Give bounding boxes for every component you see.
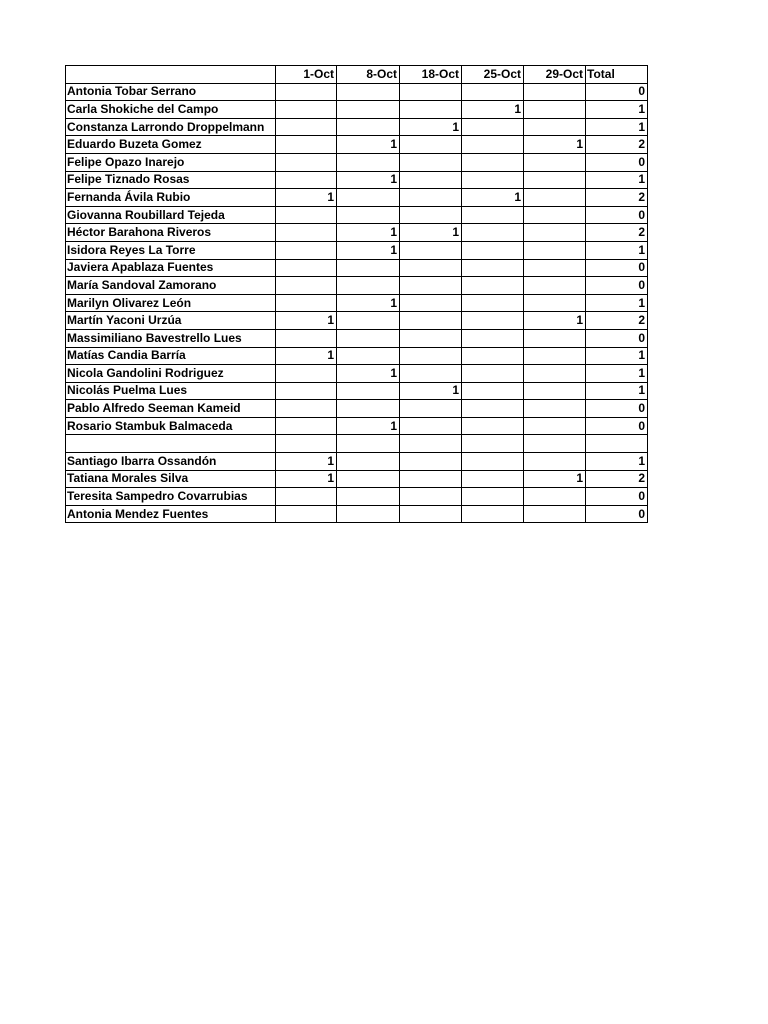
attendance-cell[interactable] — [337, 400, 400, 418]
student-name-cell[interactable]: Massimiliano Bavestrello Lues — [66, 329, 276, 347]
student-name-cell[interactable] — [66, 435, 276, 453]
attendance-cell[interactable] — [276, 400, 337, 418]
attendance-cell[interactable] — [400, 365, 462, 383]
student-name-cell[interactable]: María Sandoval Zamorano — [66, 277, 276, 295]
table-row — [66, 435, 648, 453]
student-name-cell[interactable]: Antonia Tobar Serrano — [66, 83, 276, 101]
attendance-cell[interactable] — [462, 83, 524, 101]
table-row — [66, 101, 648, 119]
attendance-cell[interactable] — [524, 329, 586, 347]
attendance-cell[interactable] — [337, 259, 400, 277]
attendance-cell[interactable]: 1 — [276, 453, 337, 471]
attendance-cell[interactable] — [524, 277, 586, 295]
attendance-cell[interactable] — [337, 101, 400, 119]
attendance-cell[interactable]: 1 — [337, 224, 400, 242]
student-name-cell[interactable]: Felipe Opazo Inarejo — [66, 153, 276, 171]
table-body — [66, 66, 648, 523]
student-name-cell[interactable]: Isidora Reyes La Torre — [66, 241, 276, 259]
attendance-cell[interactable] — [400, 470, 462, 488]
header-date-1[interactable]: 1-Oct — [276, 66, 337, 84]
attendance-cell[interactable] — [337, 118, 400, 136]
total-cell[interactable]: 2 — [586, 312, 648, 330]
total-cell[interactable]: 0 — [586, 329, 648, 347]
total-cell[interactable]: 0 — [586, 153, 648, 171]
attendance-cell[interactable] — [400, 312, 462, 330]
attendance-cell[interactable] — [462, 241, 524, 259]
attendance-cell[interactable] — [337, 453, 400, 471]
attendance-cell[interactable] — [400, 347, 462, 365]
attendance-cell[interactable] — [276, 153, 337, 171]
student-name-cell[interactable]: Rosario Stambuk Balmaceda — [66, 417, 276, 435]
attendance-cell[interactable] — [400, 505, 462, 523]
attendance-cell[interactable]: 1 — [524, 470, 586, 488]
attendance-cell[interactable] — [462, 171, 524, 189]
student-name-cell[interactable]: Teresita Sampedro Covarrubias — [66, 488, 276, 506]
attendance-cell[interactable] — [276, 329, 337, 347]
attendance-cell[interactable] — [462, 470, 524, 488]
attendance-cell[interactable] — [276, 382, 337, 400]
attendance-cell[interactable] — [337, 347, 400, 365]
attendance-cell[interactable] — [276, 435, 337, 453]
attendance-cell[interactable]: 1 — [337, 294, 400, 312]
attendance-cell[interactable] — [462, 206, 524, 224]
attendance-cell[interactable]: 1 — [400, 118, 462, 136]
table-row — [66, 347, 648, 365]
table-row — [66, 118, 648, 136]
attendance-cell[interactable] — [276, 294, 337, 312]
attendance-cell[interactable] — [276, 224, 337, 242]
header-date-5[interactable]: 29-Oct — [524, 66, 586, 84]
attendance-cell[interactable] — [400, 189, 462, 207]
attendance-cell[interactable] — [400, 453, 462, 471]
attendance-cell[interactable] — [462, 153, 524, 171]
attendance-cell[interactable]: 1 — [276, 470, 337, 488]
attendance-cell[interactable] — [400, 153, 462, 171]
student-name-cell[interactable]: Pablo Alfredo Seeman Kameid — [66, 400, 276, 418]
attendance-cell[interactable] — [524, 382, 586, 400]
attendance-cell[interactable] — [276, 365, 337, 383]
attendance-cell[interactable] — [524, 259, 586, 277]
attendance-cell[interactable] — [462, 400, 524, 418]
total-cell[interactable]: 1 — [586, 241, 648, 259]
table-row — [66, 400, 648, 418]
student-name-cell[interactable]: Tatiana Morales Silva — [66, 470, 276, 488]
table-row — [66, 453, 648, 471]
student-name-cell[interactable]: Fernanda Ávila Rubio — [66, 189, 276, 207]
header-date-2[interactable]: 8-Oct — [337, 66, 400, 84]
attendance-cell[interactable] — [337, 488, 400, 506]
student-name-cell[interactable]: Martín Yaconi Urzúa — [66, 312, 276, 330]
table-row — [66, 312, 648, 330]
attendance-cell[interactable] — [462, 312, 524, 330]
attendance-cell[interactable] — [276, 101, 337, 119]
table-row — [66, 365, 648, 383]
attendance-cell[interactable] — [337, 153, 400, 171]
total-cell[interactable]: 0 — [586, 259, 648, 277]
attendance-cell[interactable] — [462, 136, 524, 154]
attendance-cell[interactable] — [524, 241, 586, 259]
attendance-cell[interactable] — [400, 259, 462, 277]
attendance-cell[interactable]: 1 — [462, 189, 524, 207]
attendance-cell[interactable] — [462, 505, 524, 523]
attendance-cell[interactable] — [462, 382, 524, 400]
attendance-cell[interactable] — [337, 277, 400, 295]
table-row — [66, 224, 648, 242]
attendance-cell[interactable] — [400, 435, 462, 453]
attendance-cell[interactable] — [524, 171, 586, 189]
total-cell[interactable]: 0 — [586, 417, 648, 435]
attendance-cell[interactable] — [524, 224, 586, 242]
attendance-cell[interactable] — [276, 488, 337, 506]
attendance-cell[interactable] — [524, 189, 586, 207]
attendance-cell[interactable]: 1 — [337, 171, 400, 189]
total-cell[interactable]: 2 — [586, 470, 648, 488]
attendance-cell[interactable] — [400, 241, 462, 259]
student-name-cell[interactable]: Nicola Gandolini Rodriguez — [66, 365, 276, 383]
attendance-cell[interactable]: 1 — [337, 365, 400, 383]
total-cell[interactable]: 1 — [586, 365, 648, 383]
total-cell[interactable]: 0 — [586, 505, 648, 523]
attendance-cell[interactable] — [400, 329, 462, 347]
table-row — [66, 329, 648, 347]
attendance-cell[interactable] — [400, 488, 462, 506]
attendance-cell[interactable] — [400, 101, 462, 119]
attendance-cell[interactable] — [337, 312, 400, 330]
attendance-cell[interactable] — [400, 400, 462, 418]
student-name-cell[interactable]: Eduardo Buzeta Gomez — [66, 136, 276, 154]
attendance-cell[interactable] — [524, 488, 586, 506]
total-cell[interactable]: 0 — [586, 83, 648, 101]
total-cell[interactable]: 1 — [586, 171, 648, 189]
attendance-table — [65, 65, 648, 523]
student-name-cell[interactable]: Marilyn Olivarez León — [66, 294, 276, 312]
total-cell[interactable]: 1 — [586, 382, 648, 400]
attendance-cell[interactable] — [337, 189, 400, 207]
attendance-cell[interactable] — [524, 118, 586, 136]
table-row — [66, 505, 648, 523]
attendance-cell[interactable]: 1 — [276, 312, 337, 330]
attendance-cell[interactable] — [462, 259, 524, 277]
attendance-cell[interactable] — [524, 453, 586, 471]
student-name-cell[interactable]: Felipe Tiznado Rosas — [66, 171, 276, 189]
attendance-cell[interactable]: 1 — [276, 347, 337, 365]
total-cell[interactable]: 1 — [586, 453, 648, 471]
attendance-cell[interactable] — [276, 118, 337, 136]
attendance-cell[interactable]: 1 — [524, 136, 586, 154]
attendance-cell[interactable] — [337, 329, 400, 347]
attendance-cell[interactable] — [276, 505, 337, 523]
student-name-cell[interactable]: Matías Candia Barría — [66, 347, 276, 365]
table-row — [66, 241, 648, 259]
header-date-4[interactable]: 25-Oct — [462, 66, 524, 84]
attendance-cell[interactable] — [400, 206, 462, 224]
table-row — [66, 189, 648, 207]
student-name-cell[interactable]: Constanza Larrondo Droppelmann — [66, 118, 276, 136]
total-cell[interactable]: 1 — [586, 347, 648, 365]
total-cell[interactable]: 1 — [586, 118, 648, 136]
attendance-cell[interactable] — [524, 417, 586, 435]
attendance-cell[interactable] — [337, 83, 400, 101]
attendance-cell[interactable] — [462, 118, 524, 136]
header-date-3[interactable]: 18-Oct — [400, 66, 462, 84]
attendance-cell[interactable] — [276, 241, 337, 259]
total-cell[interactable]: 2 — [586, 224, 648, 242]
attendance-cell[interactable] — [337, 435, 400, 453]
attendance-cell[interactable] — [524, 101, 586, 119]
table-row — [66, 488, 648, 506]
total-cell[interactable]: 0 — [586, 488, 648, 506]
attendance-cell[interactable] — [462, 329, 524, 347]
attendance-cell[interactable] — [524, 294, 586, 312]
student-name-cell[interactable]: Giovanna Roubillard Tejeda — [66, 206, 276, 224]
attendance-cell[interactable]: 1 — [462, 101, 524, 119]
student-name-cell[interactable]: Héctor Barahona Riveros — [66, 224, 276, 242]
attendance-cell[interactable] — [337, 382, 400, 400]
attendance-cell[interactable] — [524, 347, 586, 365]
table-row — [66, 417, 648, 435]
attendance-cell[interactable] — [524, 505, 586, 523]
total-cell[interactable] — [586, 435, 648, 453]
attendance-cell[interactable] — [276, 277, 337, 295]
total-cell[interactable]: 1 — [586, 101, 648, 119]
attendance-cell[interactable] — [276, 136, 337, 154]
attendance-cell[interactable] — [462, 347, 524, 365]
table-row — [66, 206, 648, 224]
table-row — [66, 470, 648, 488]
attendance-cell[interactable] — [337, 505, 400, 523]
attendance-cell[interactable]: 1 — [337, 241, 400, 259]
header-row — [66, 66, 648, 84]
student-name-cell[interactable]: Antonia Mendez Fuentes — [66, 505, 276, 523]
attendance-cell[interactable] — [462, 365, 524, 383]
student-name-cell[interactable]: Carla Shokiche del Campo — [66, 101, 276, 119]
student-name-cell[interactable]: Nicolás Puelma Lues — [66, 382, 276, 400]
total-cell[interactable]: 0 — [586, 206, 648, 224]
table-row — [66, 83, 648, 101]
attendance-cell[interactable]: 1 — [400, 224, 462, 242]
attendance-cell[interactable]: 1 — [276, 189, 337, 207]
attendance-sheet — [65, 65, 648, 523]
attendance-cell[interactable] — [400, 277, 462, 295]
total-cell[interactable]: 2 — [586, 136, 648, 154]
attendance-cell[interactable]: 1 — [337, 136, 400, 154]
attendance-cell[interactable]: 1 — [400, 382, 462, 400]
header-total[interactable]: Total — [586, 66, 648, 84]
attendance-cell[interactable] — [524, 206, 586, 224]
table-row — [66, 136, 648, 154]
attendance-cell[interactable] — [276, 83, 337, 101]
table-row — [66, 382, 648, 400]
attendance-cell[interactable] — [337, 206, 400, 224]
header-name-cell[interactable] — [66, 66, 276, 84]
table-row — [66, 277, 648, 295]
attendance-cell[interactable] — [337, 470, 400, 488]
attendance-cell[interactable] — [524, 365, 586, 383]
attendance-cell[interactable] — [400, 83, 462, 101]
total-cell[interactable]: 0 — [586, 277, 648, 295]
total-cell[interactable]: 2 — [586, 189, 648, 207]
total-cell[interactable]: 0 — [586, 400, 648, 418]
attendance-cell[interactable] — [400, 171, 462, 189]
attendance-cell[interactable] — [400, 417, 462, 435]
attendance-cell[interactable] — [462, 224, 524, 242]
attendance-cell[interactable] — [524, 83, 586, 101]
attendance-cell[interactable] — [276, 259, 337, 277]
attendance-cell[interactable] — [276, 206, 337, 224]
attendance-cell[interactable] — [524, 400, 586, 418]
attendance-cell[interactable] — [462, 488, 524, 506]
attendance-cell[interactable] — [462, 453, 524, 471]
attendance-cell[interactable] — [524, 435, 586, 453]
attendance-cell[interactable]: 1 — [337, 417, 400, 435]
attendance-cell[interactable] — [462, 277, 524, 295]
student-name-cell[interactable]: Javiera Apablaza Fuentes — [66, 259, 276, 277]
attendance-cell[interactable] — [400, 294, 462, 312]
attendance-cell[interactable] — [400, 136, 462, 154]
student-name-cell[interactable]: Santiago Ibarra Ossandón — [66, 453, 276, 471]
table-row — [66, 259, 648, 277]
attendance-cell[interactable] — [276, 417, 337, 435]
table-row — [66, 294, 648, 312]
table-row — [66, 171, 648, 189]
attendance-cell[interactable]: 1 — [524, 312, 586, 330]
attendance-cell[interactable] — [524, 153, 586, 171]
total-cell[interactable]: 1 — [586, 294, 648, 312]
attendance-cell[interactable] — [462, 417, 524, 435]
attendance-cell[interactable] — [462, 294, 524, 312]
attendance-cell[interactable] — [276, 171, 337, 189]
attendance-cell[interactable] — [462, 435, 524, 453]
table-row — [66, 153, 648, 171]
